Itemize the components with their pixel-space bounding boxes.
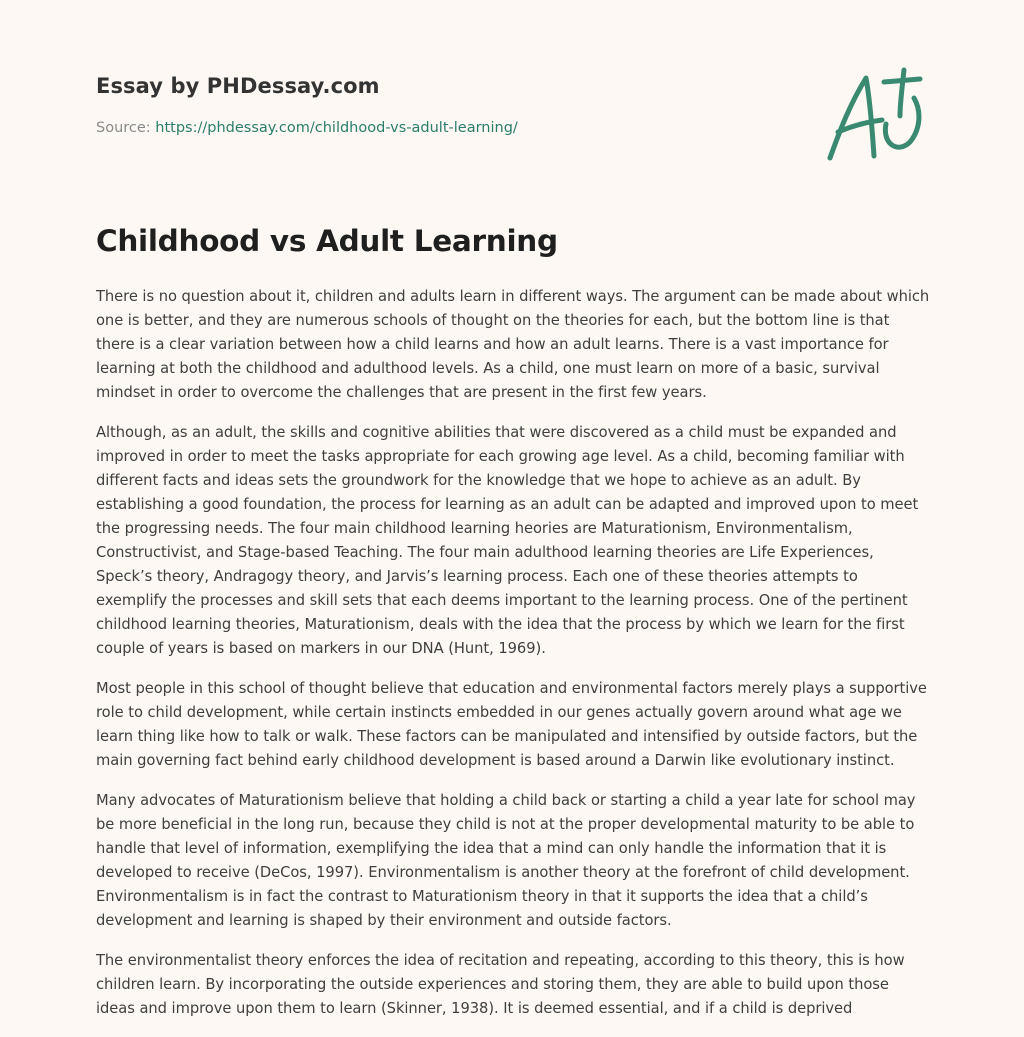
essay-paragraph: Most people in this school of thought believe that education and environmental factors merely plays a supportive role to child development, while certain instincts embedded in our genes actually govern around what age we learn thing like how to talk or walk. These factors can be manipulated and intensified by outside factors, but the main governing fact behind early childhood development is based around a Darwin like evolutionary instinct. (96, 680, 927, 769)
essay-title: Childhood vs Adult Learning (96, 224, 558, 258)
essay-paragraph: Many advocates of Maturationism believe that holding a child back or starting a child a year late for school may be more beneficial in the long run, because they child is not at the proper developmental maturity to be able to handle that level of information, exemplifying the idea that a mind can only handle the information that it is developed to receive (DeCos, 1997). Environmentalism is another theory at the forefront of child development. Environmentalism is in fact the contrast to Maturationism theory in that it supports the idea that a child’s development and learning is shaped by their environment and outside factors. (96, 792, 916, 929)
source-label: Source: (96, 120, 156, 136)
essay-paragraph: Although, as an adult, the skills and cognitive abilities that were discovered as a child must be expanded and improved in order to meet the tasks appropriate for each growing age level. As a child, becoming familiar with different facts and ideas sets the groundwork for the knowledge that we hope to achieve as an adult. By establishing a good foundation, the process for learning as an adult can be adapted and improved upon to meet the progressing needs. The four main childhood learning heories are Maturationism, Environmentalism, Constructivist, and Stage-based Teaching. The four main adulthood learning theories are Life Experiences, Speck’s theory, Andragogy theory, and Jarvis’s learning process. Each one of these theories attempts to exemplify the processes and skill sets that each deems important to the learning process. One of the pertinent childhood learning theories, Maturationism, deals with the idea that the process by which we learn for the first couple of years is based on markers in our DNA (Hunt, 1969). (96, 424, 919, 657)
essay-paragraph: The environmentalist theory enforces the idea of recitation and repeating, according to this theory, this is how children learn. By incorporating the outside experiences and storing them, they are able to build upon those ideas and improve upon them to learn (Skinner, 1938). It is deemed essential, and if a child is deprived (96, 952, 905, 1017)
a-plus-grade-icon (818, 64, 936, 168)
essay-body (96, 285, 930, 1037)
essay-paragraph: There is no question about it, children and adults learn in different ways. The argument can be made about which one is better, and they are numerous schools of thought on the theories for each, but the bottom line is that there is a clear variation between how a child learns and how an adult learns. There is a vast importance for learning at both the childhood and adulthood levels. As a child, one must learn on more of a basic, survival mindset in order to overcome the challenges that are present in the first few years. (96, 288, 930, 401)
site-brand: Essay by PHDessay.com (96, 74, 380, 98)
source-line (96, 120, 796, 136)
source-link[interactable]: https://phdessay.com/childhood-vs-adult-learning/ (155, 120, 518, 136)
essay-header (96, 74, 796, 136)
